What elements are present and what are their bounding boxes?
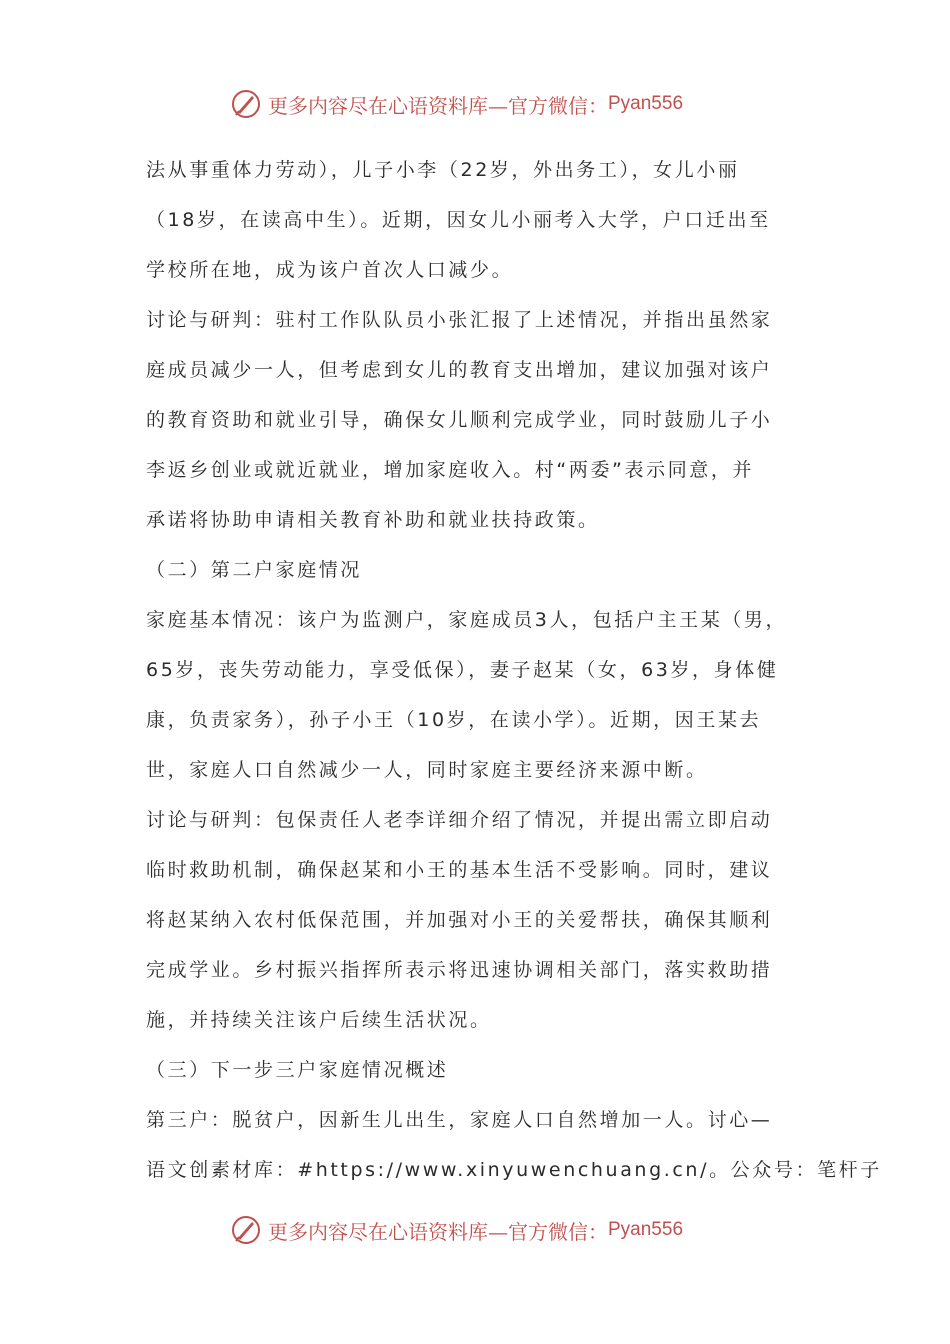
body-line: 学校所在地，成为该户首次人口减少。	[146, 259, 514, 281]
banner-account: Pyan556	[608, 93, 684, 114]
body-line: 庭成员减少一人，但考虑到女儿的教育支出增加，建议加强对该户	[146, 359, 773, 381]
body-line: 完成学业。乡村振兴指挥所表示将迅速协调相关部门，落实救助措	[146, 959, 773, 981]
body-line: 法从事重体力劳动），儿子小李（22岁，外出务工），女儿小丽	[146, 159, 740, 181]
body-line: 施，并持续关注该户后续生活状况。	[146, 1009, 492, 1031]
body-line: 承诺将协助申请相关教育补助和就业扶持政策。	[146, 509, 600, 531]
body-line: 65岁，丧失劳动能力，享受低保），妻子赵某（女，63岁，身体健	[146, 659, 779, 681]
body-line: 的教育资助和就业引导，确保女儿顺利完成学业，同时鼓励儿子小	[146, 409, 773, 431]
body-line: 将赵某纳入农村低保范围，并加强对小王的关爱帮扶，确保其顺利	[146, 909, 773, 931]
body-line: 语文创素材库：#https://www.xinyuwenchuang.cn/。公众号：笔杆子	[146, 1159, 882, 1181]
body-line: 讨论与研判：驻村工作队队员小张汇报了上述情况，并指出虽然家	[146, 309, 773, 331]
body-line: 李返乡创业或就近就业，增加家庭收入。村“两委”表示同意，并	[146, 459, 755, 481]
body-line: 世，家庭人口自然减少一人，同时家庭主要经济来源中断。	[146, 759, 708, 781]
quill-logo-icon	[230, 1214, 262, 1246]
body-line: （18岁，在读高中生）。近期，因女儿小丽考入大学，户口迁出至	[146, 209, 771, 231]
body-line: 临时救助机制，确保赵某和小王的基本生活不受影响。同时，建议	[146, 859, 773, 881]
body-line: 家庭基本情况：该户为监测户，家庭成员3人，包括户主王某（男，	[146, 609, 788, 631]
body-line: 康，负责家务），孙子小王（10岁，在读小学）。近期，因王某去	[146, 709, 762, 731]
banner-text: 更多内容尽在心语资料库—官方微信：	[268, 1219, 608, 1244]
footer-watermark-banner	[230, 1210, 683, 1250]
banner-account: Pyan556	[608, 1219, 684, 1240]
document-body	[146, 145, 882, 1195]
section-heading: （三）下一步三户家庭情况概述	[146, 1059, 449, 1081]
banner-text: 更多内容尽在心语资料库—官方微信：	[268, 93, 608, 118]
section-heading: （二）第二户家庭情况	[146, 559, 363, 581]
body-line: 第三户：脱贫户，因新生儿出生，家庭人口自然增加一人。讨心—	[146, 1109, 773, 1131]
body-line: 讨论与研判：包保责任人老李详细介绍了情况，并提出需立即启动	[146, 809, 773, 831]
quill-logo-icon	[230, 88, 262, 120]
header-watermark-banner	[230, 84, 683, 124]
